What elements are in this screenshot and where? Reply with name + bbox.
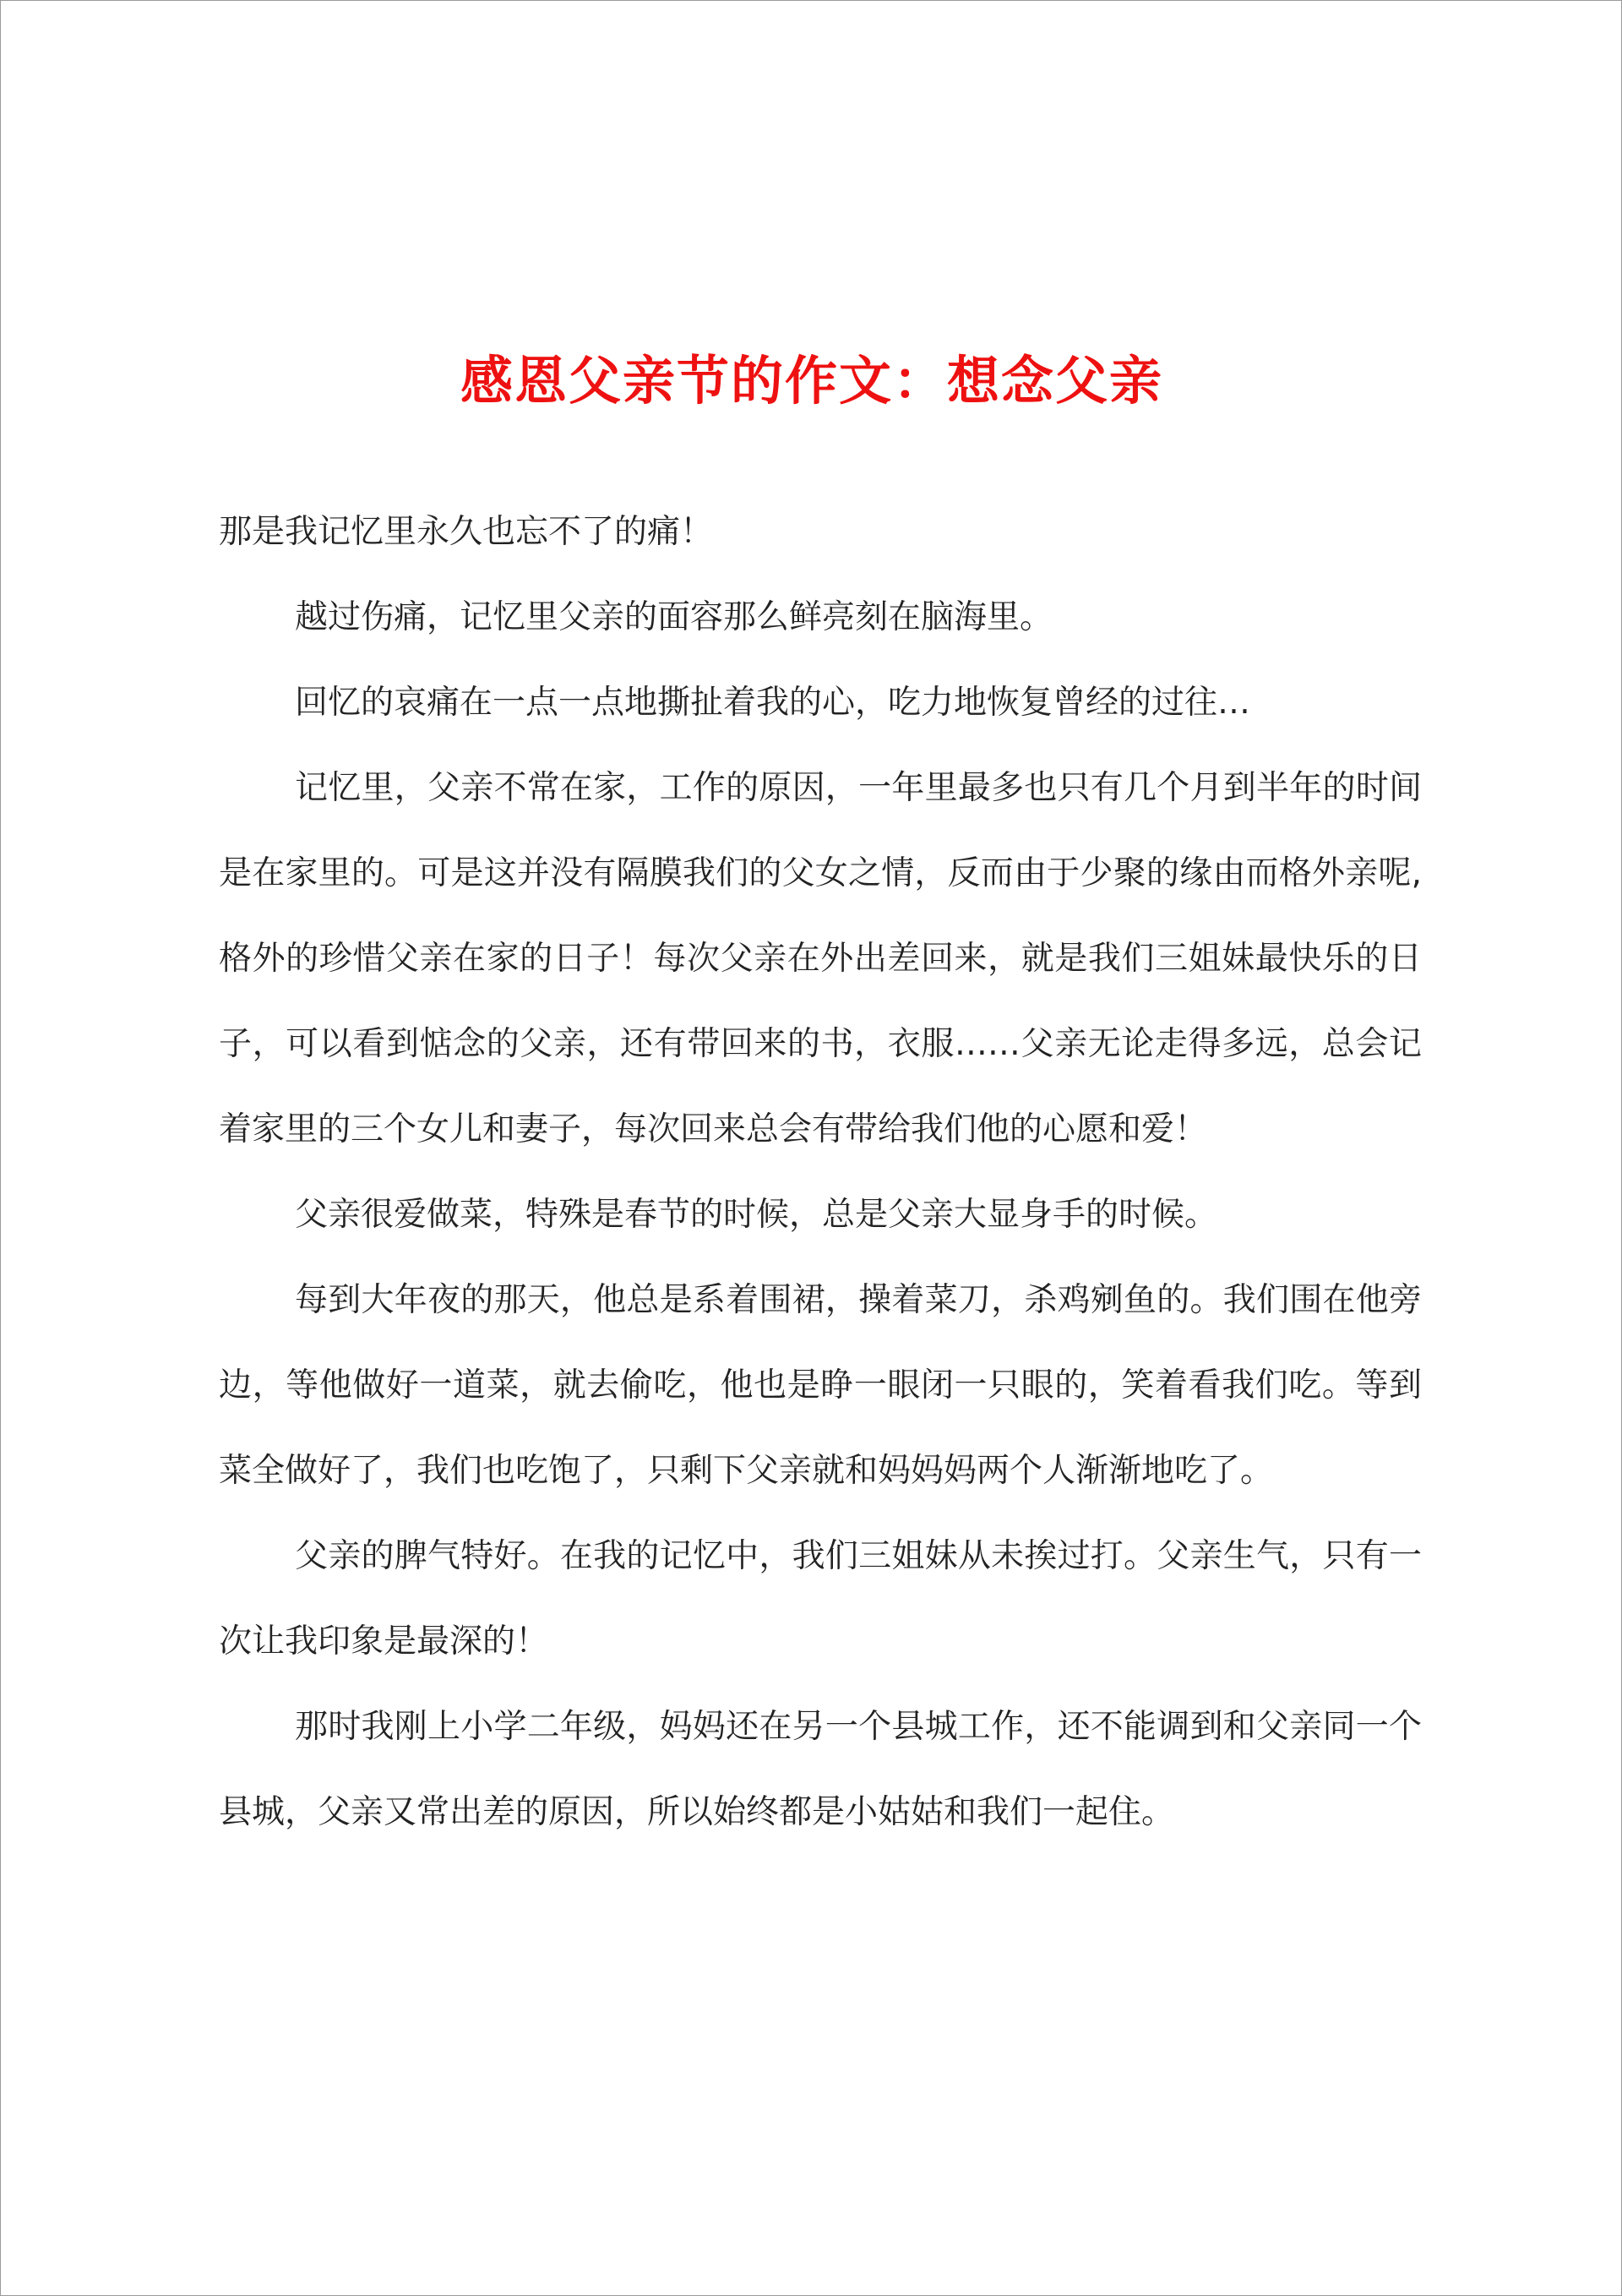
paragraph-2: 越过伤痛，记忆里父亲的面容那么鲜亮刻在脑海里。	[295, 598, 1053, 636]
paragraph-4: 记忆里，父亲不常在家，工作的原因，一年里最多也只有几个月到半年的时间是在家里的。可是这并没有隔膜我们的父女之情，反而由于少聚的缘由而格外亲呢,格外的珍惜父亲在家的日子！每次父亲在外出差回来，就是我们三姐妹最快乐的日子，可以看到惦念的父亲，还有带回来的书，衣服……父亲无论走得多远，总会记着家里的三个女儿和妻子，每次回来总会有带给我们他的心愿和爱！	[219, 769, 1422, 1148]
document-body	[219, 489, 1422, 1855]
paragraph-5: 父亲很爱做菜，特殊是春节的时候，总是父亲大显身手的时候。	[295, 1196, 1218, 1234]
paragraph-1: 那是我记忆里永久也忘不了的痛！	[219, 513, 714, 551]
paragraph-8: 那时我刚上小学二年级，妈妈还在另一个县城工作，还不能调到和父亲同一个县城，父亲又常出差的原因，所以始终都是小姑姑和我们一起住。	[219, 1708, 1422, 1831]
paragraph-7: 父亲的脾气特好。在我的记忆中，我们三姐妹从未挨过打。父亲生气，只有一次让我印象是最深的！	[219, 1537, 1422, 1661]
paragraph-6: 每到大年夜的那天，他总是系着围裙，操着菜刀，杀鸡剜鱼的。我们围在他旁边，等他做好一道菜，就去偷吃，他也是睁一眼闭一只眼的，笑着看我们吃。等到菜全做好了，我们也吃饱了，只剩下父亲就和妈妈妈两个人渐渐地吃了。	[219, 1281, 1422, 1490]
paragraph-3: 回忆的哀痛在一点一点地撕扯着我的心，吃力地恢复曾经的过往…	[295, 684, 1251, 722]
document-title: 感恩父亲节的作文：想念父亲	[460, 350, 1163, 412]
